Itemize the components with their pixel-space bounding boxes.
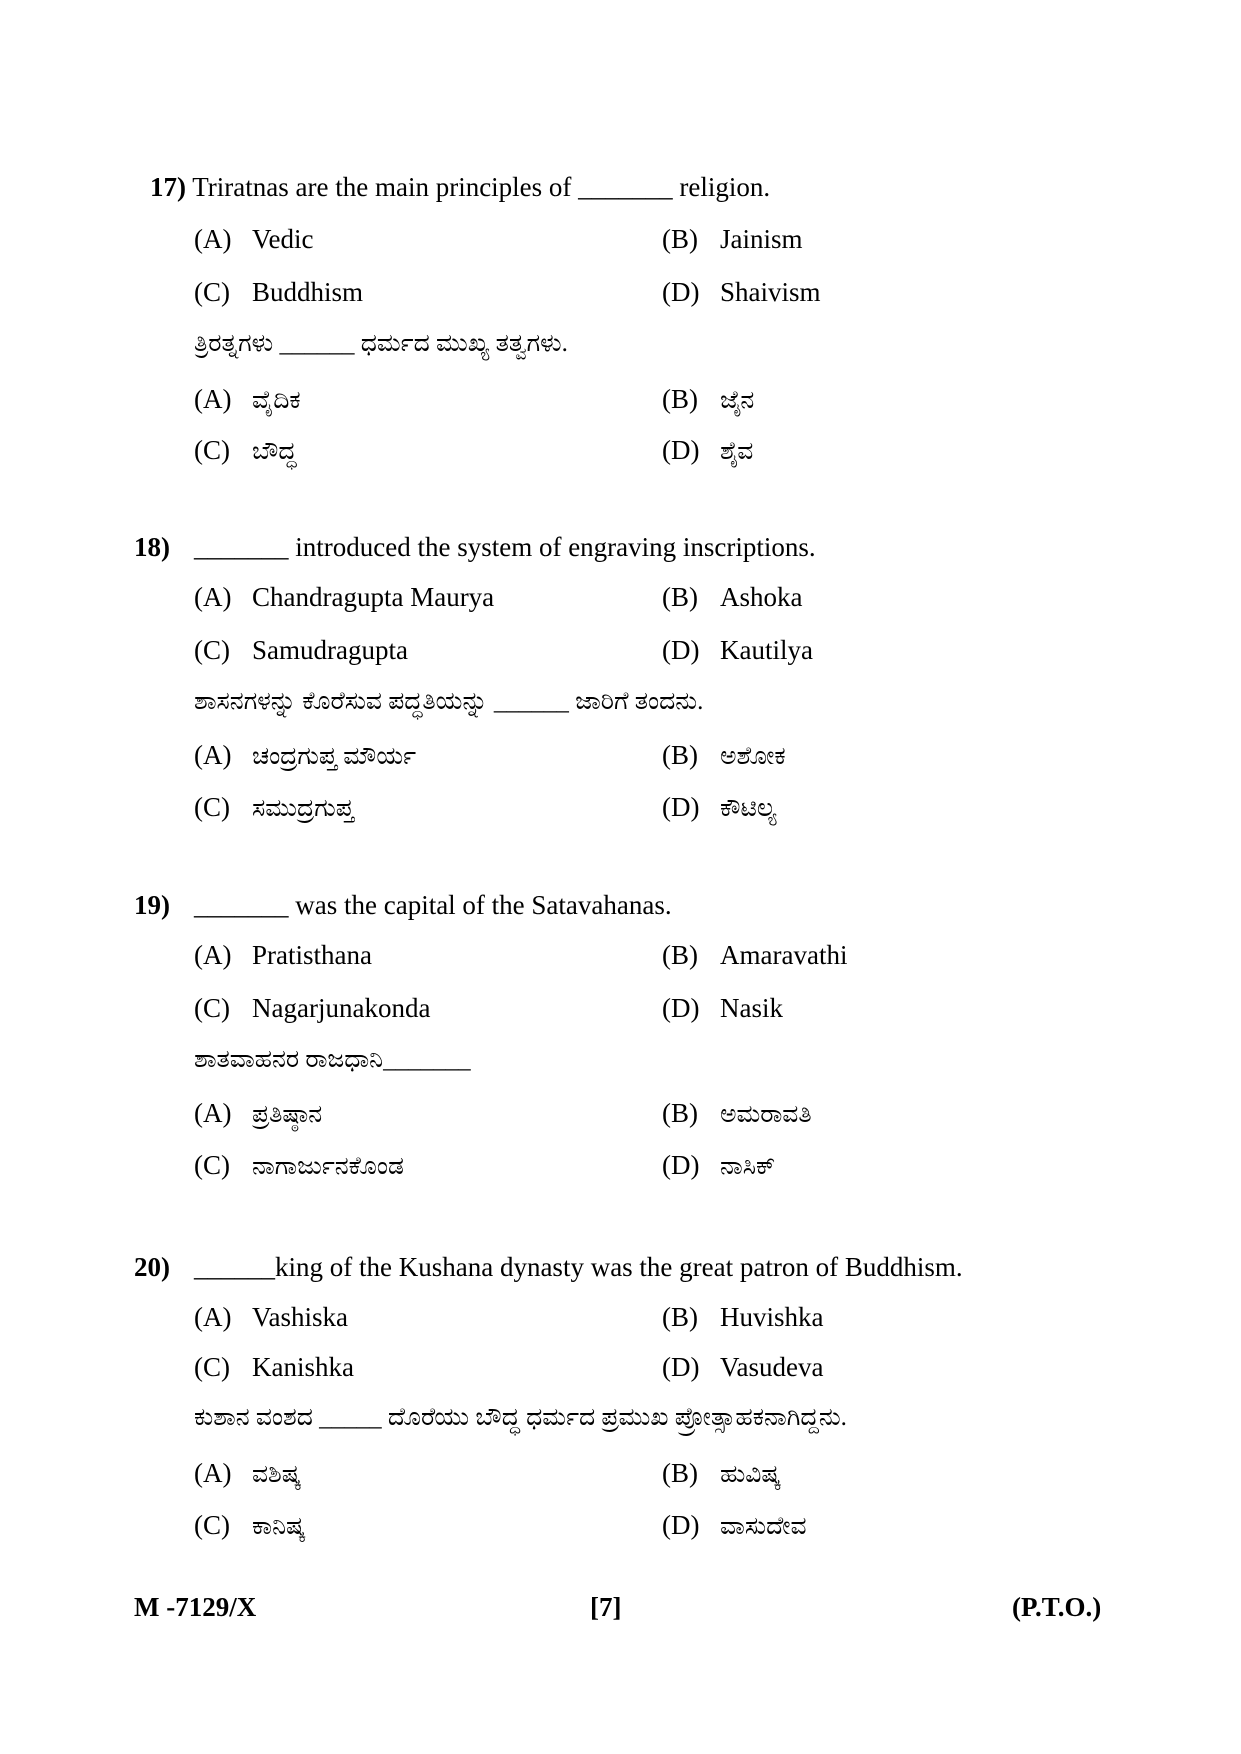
option-text: ವೈದಿಕ [252, 387, 301, 414]
option-label: (B) [662, 1458, 698, 1488]
option-label: (A) [194, 582, 232, 612]
option-text: Nasik [720, 993, 783, 1023]
option-label: (A) [194, 740, 232, 770]
option-text: Vasudeva [720, 1352, 824, 1382]
option-label: (D) [662, 1510, 700, 1540]
question-number: 18) [134, 532, 170, 562]
option-text: ಸಮುದ್ರಗುಪ್ತ [252, 795, 354, 822]
option-label: (D) [662, 435, 700, 465]
option-text: ಹುವಿಷ್ಕ [720, 1461, 781, 1488]
option-d [662, 277, 821, 308]
option-text: ವಶಿಷ್ಕ [252, 1461, 302, 1488]
option-a-kannada [194, 1098, 322, 1129]
option-d-kannada [662, 435, 753, 466]
option-text: ಕಾನಿಷ್ಕ [252, 1513, 306, 1540]
option-label: (D) [662, 993, 700, 1023]
option-d [662, 993, 783, 1024]
option-text: Jainism [720, 224, 803, 254]
option-text: ಅಶೋಕ [720, 743, 786, 770]
option-d [662, 635, 813, 666]
question-number: 17) [150, 172, 186, 202]
option-label: (C) [194, 1150, 230, 1180]
option-label: (B) [662, 740, 698, 770]
question-text-kannada: ಕುಶಾನ ವಂಶದ _____ ದೊರೆಯು ಬೌದ್ಧ ಧರ್ಮದ ಪ್ರಮುಖ ಪ್ರೋತ್ಸಾಹಕನಾಗಿದ್ದನು. [194, 1404, 847, 1431]
option-label: (D) [662, 1150, 700, 1180]
option-label: (A) [194, 384, 232, 414]
option-text: Vedic [252, 224, 314, 254]
option-text: Vashiska [252, 1302, 348, 1332]
option-label: (C) [194, 1510, 230, 1540]
option-text: Samudragupta [252, 635, 408, 665]
option-b [662, 1302, 824, 1333]
option-label: (B) [662, 940, 698, 970]
option-c [194, 277, 363, 308]
option-b [662, 940, 847, 971]
option-text: ವಾಸುದೇವ [720, 1513, 807, 1540]
page-number: [7] [590, 1592, 622, 1622]
option-label: (A) [194, 224, 232, 254]
option-b-kannada [662, 1098, 812, 1129]
option-a [194, 1302, 348, 1333]
question-text: Triratnas are the main principles of _______ religion. [192, 172, 771, 202]
option-a-kannada [194, 1458, 301, 1489]
question-text: _______ was the capital of the Satavahanas. [194, 890, 672, 920]
question-text-kannada: ತ್ರಿರತ್ನಗಳು ______ ಧರ್ಮದ ಮುಖ್ಯ ತತ್ವಗಳು. [194, 330, 568, 357]
option-text: ಶೈವ [720, 438, 754, 465]
option-c [194, 635, 408, 666]
option-text: Shaivism [720, 277, 821, 307]
question-stem [134, 890, 672, 921]
option-c-kannada [194, 792, 354, 823]
option-label: (C) [194, 792, 230, 822]
option-label: (C) [194, 435, 230, 465]
option-label: (C) [194, 635, 230, 665]
question-text: _______ introduced the system of engraving inscriptions. [194, 532, 816, 562]
option-label: (C) [194, 277, 230, 307]
option-d-kannada [662, 1510, 807, 1541]
option-label: (B) [662, 224, 698, 254]
option-label: (A) [194, 940, 232, 970]
option-b [662, 582, 803, 613]
option-text: Huvishka [720, 1302, 824, 1332]
option-label: (A) [194, 1458, 232, 1488]
option-label: (C) [194, 1352, 230, 1382]
option-label: (D) [662, 1352, 700, 1382]
question-stem [134, 532, 816, 563]
option-text: ಬೌದ್ಧ [252, 438, 297, 465]
option-text: ಚಂದ್ರಗುಪ್ತ ಮೌರ್ಯ [252, 743, 417, 770]
option-text: Kanishka [252, 1352, 354, 1382]
option-text: Kautilya [720, 635, 813, 665]
question-text-kannada: ಶಾತವಾಹನರ ರಾಜಧಾನಿ_______ [194, 1046, 471, 1073]
option-c [194, 993, 430, 1024]
option-d-kannada [662, 1150, 775, 1181]
option-c-kannada [194, 1510, 305, 1541]
option-a [194, 940, 372, 971]
option-a-kannada [194, 384, 301, 415]
option-label: (D) [662, 792, 700, 822]
option-b [662, 224, 803, 255]
please-turn-over: (P.T.O.) [1012, 1592, 1102, 1622]
option-d-kannada [662, 792, 777, 823]
option-text: Ashoka [720, 582, 803, 612]
question-text: ______king of the Kushana dynasty was the great patron of Buddhism. [194, 1252, 963, 1282]
option-text: ನಾಗಾರ್ಜುನಕೊಂಡ [252, 1153, 404, 1180]
option-label: (B) [662, 582, 698, 612]
option-text: ಜೈನ [720, 387, 755, 414]
question-number: 19) [134, 890, 170, 920]
option-text: Chandragupta Maurya [252, 582, 495, 612]
question-text-kannada: ಶಾಸನಗಳನ್ನು ಕೊರೆಸುವ ಪದ್ಧತಿಯನ್ನು ______ ಜಾರಿಗೆ ತಂದನು. [194, 688, 704, 715]
paper-code: M -7129/X [134, 1592, 257, 1622]
option-c [194, 1352, 354, 1383]
option-a [194, 224, 313, 255]
option-label: (D) [662, 277, 700, 307]
option-label: (D) [662, 635, 700, 665]
option-text: Amaravathi [720, 940, 848, 970]
option-label: (C) [194, 993, 230, 1023]
option-label: (A) [194, 1098, 232, 1128]
option-label: (B) [662, 384, 698, 414]
option-text: Nagarjunakonda [252, 993, 431, 1023]
option-b-kannada [662, 1458, 781, 1489]
option-text: Pratisthana [252, 940, 372, 970]
option-c-kannada [194, 435, 297, 466]
option-c-kannada [194, 1150, 404, 1181]
question-stem [150, 172, 770, 203]
option-b-kannada [662, 384, 754, 415]
option-text: ಕೌಟಿಲ್ಯ [720, 795, 777, 822]
option-text: ಪ್ರತಿಷ್ಠಾನ [252, 1101, 323, 1128]
option-label: (B) [662, 1098, 698, 1128]
option-d [662, 1352, 823, 1383]
option-text: Buddhism [252, 277, 364, 307]
question-number: 20) [134, 1252, 170, 1282]
option-label: (B) [662, 1302, 698, 1332]
option-label: (A) [194, 1302, 232, 1332]
option-a [194, 582, 494, 613]
option-b-kannada [662, 740, 786, 771]
question-stem [134, 1252, 963, 1283]
option-a-kannada [194, 740, 416, 771]
option-text: ಅಮರಾವತಿ [720, 1101, 812, 1128]
option-text: ನಾಸಿಕ್ [720, 1153, 776, 1180]
